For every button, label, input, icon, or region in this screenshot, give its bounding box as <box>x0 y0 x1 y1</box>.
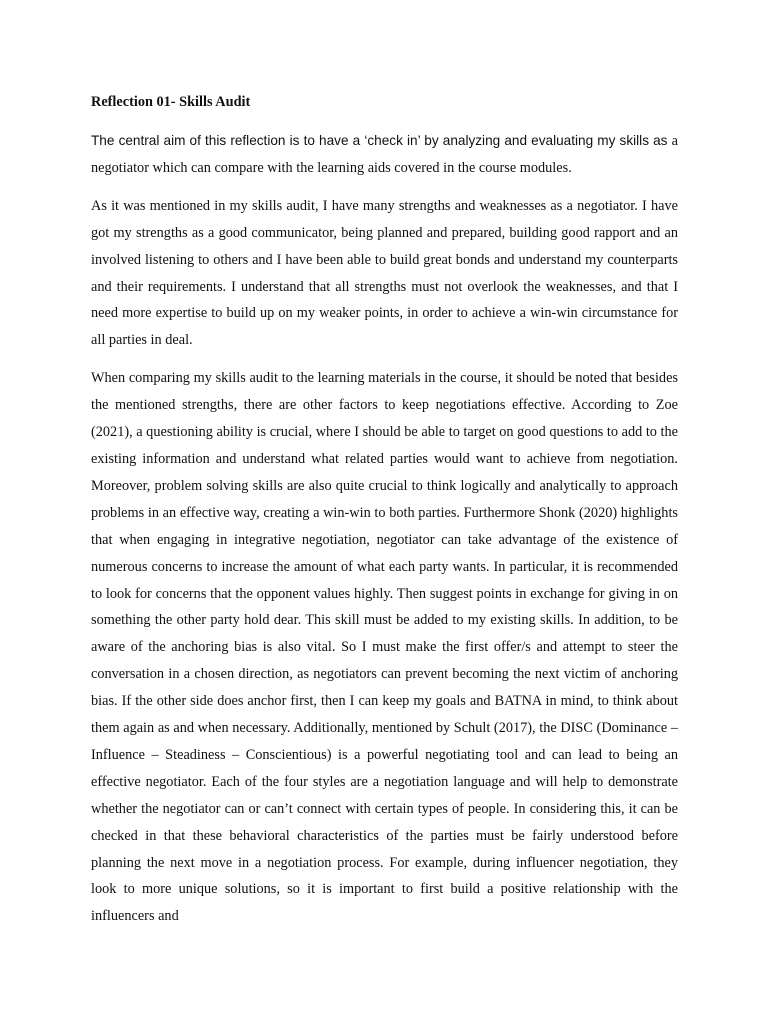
document-body <box>91 92 678 941</box>
document-title: Reflection 01- Skills Audit <box>91 94 251 110</box>
strengths-paragraph: As it was mentioned in my skills audit, I have many strengths and weaknesses as a negotiator. I have got my strengths as a good communicator, being planned and prepared, building good rapport and an involved listening to others and I have been able to build great bonds and understand my counterparts and their requirements. I understand that all strengths must not overlook the weaknesses, and that I need more expertise to build up on my weaker points, in order to achieve a win-win circumstance for all parties in deal. <box>91 197 678 349</box>
comparison-paragraph: When comparing my skills audit to the learning materials in the course, it should be noted that besides the mentioned strengths, there are other factors to keep negotiations effective. According to Zoe (2021), a questioning ability is crucial, where I should be able to target on good questions to add to the existing information and understand what related parties would want to achieve from negotiation. Moreover, problem solving skills are also quite crucial to think logically and analytically to approach problems in an effective way, creating a win-win to both parties. Furthermore Shonk (2020) highlights that when engaging in integrative negotiation, negotiator can take advantage of the existence of numerous concerns to increase the amount of what each party wants. In particular, it is recommended to look for concerns that the opponent values highly. Then suggest points in exchange for giving in on something the other party hold dear. This skill must be added to my existing skills. In addition, to be aware of the anchoring bias is also vital. So I must make the first offer/s and attempt to steer the conversation in a chosen direction, as negotiators can prevent becoming the next victim of anchoring bias. If the other side does anchor first, then I can keep my goals and BATNA in mind, to think about them again as and when necessary. Additionally, mentioned by Schult (2017), the DISC (Dominance – Influence – Steadiness – Conscientious) is a powerful negotiating tool and can lead to being an effective negotiator. Each of the four styles are a negotiation language and will help to demonstrate whether the negotiator can or can’t connect with certain types of people. In considering this, it can be checked in that these behavioral characteristics of the parties must be fairly understood before planning the next move in a negotiation process. For example, during influencer negotiation, they look to more unique solutions, so it is important to first build a positive relationship with the influencers and <box>91 370 678 925</box>
intro-paragraph <box>91 128 678 182</box>
intro-serif-text: a negotiator which can compare with the learning aids covered in the course modules. <box>91 133 678 176</box>
intro-sans-text: The central aim of this reflection is to have a ‘check in’ by analyzing and evaluating my skills as <box>91 133 668 148</box>
